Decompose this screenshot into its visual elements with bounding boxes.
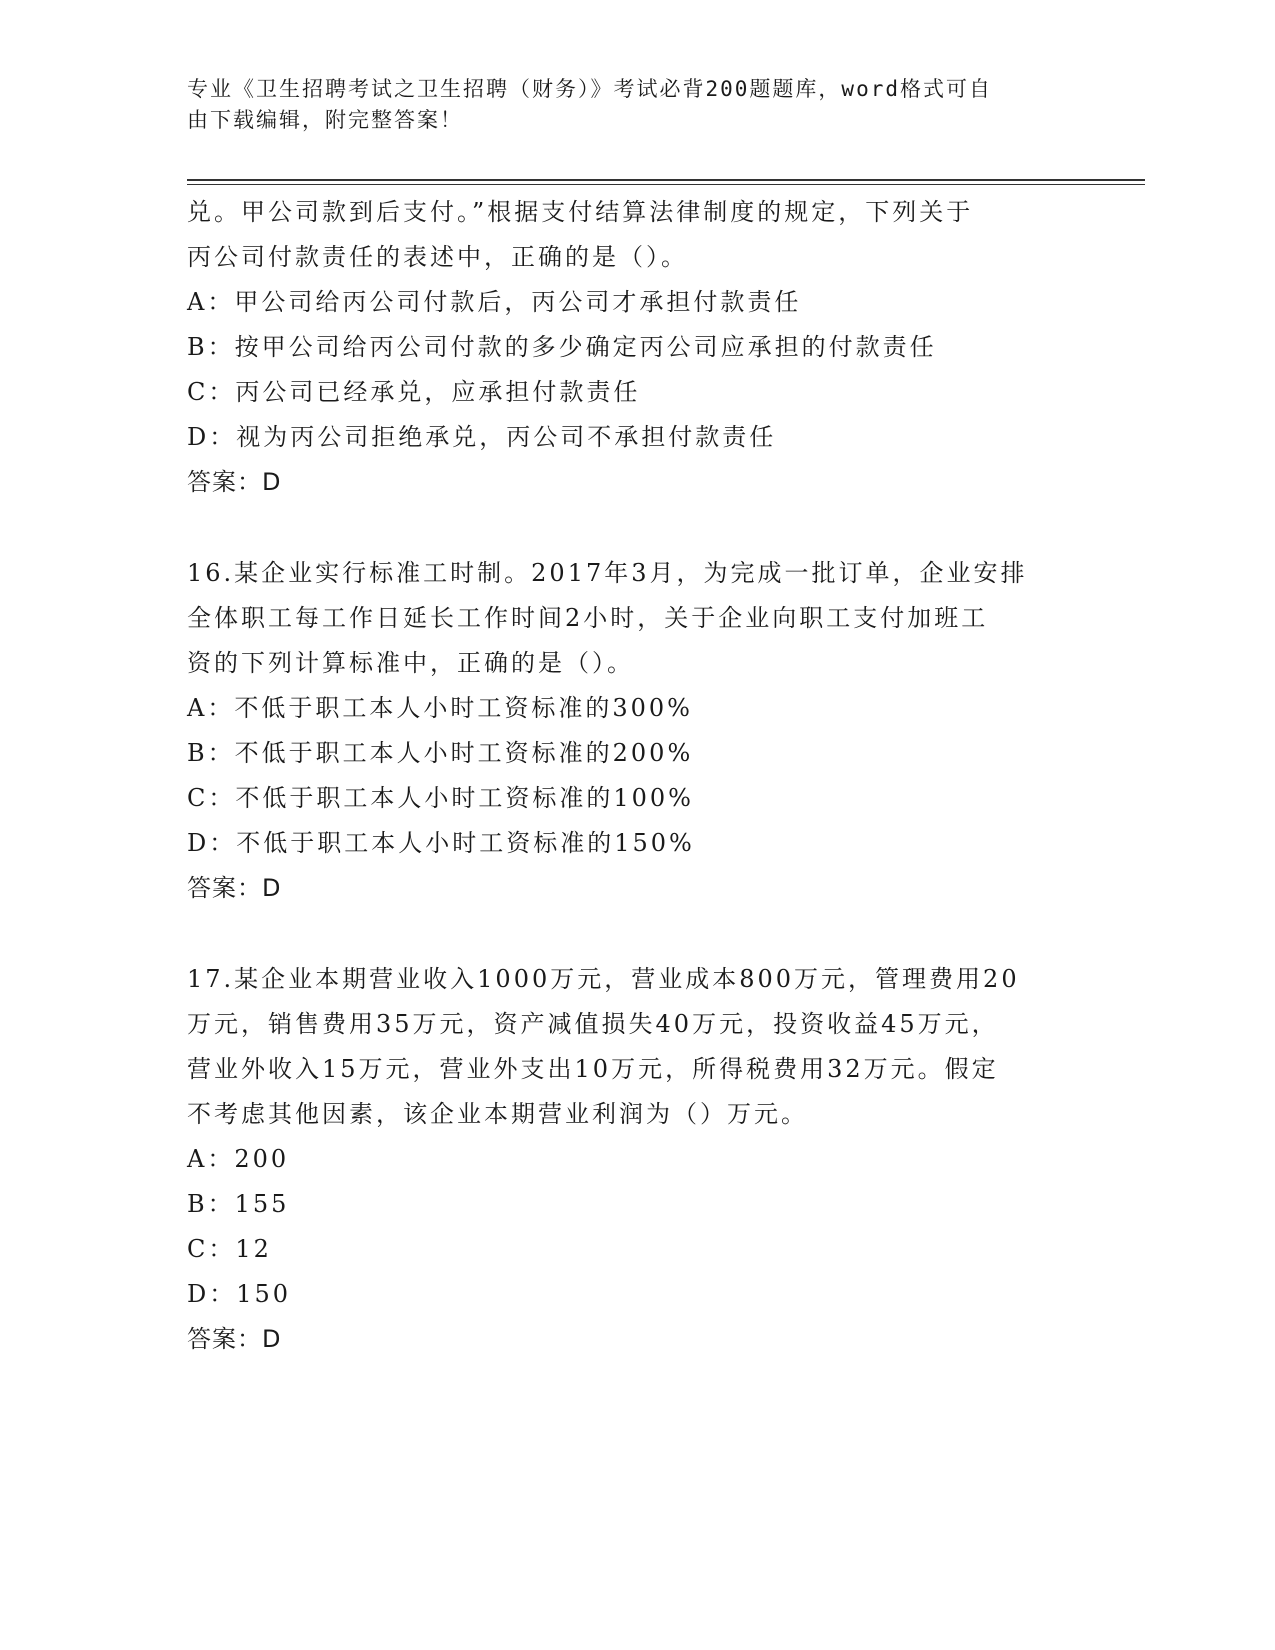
- question-stem-line: 丙公司付款责任的表述中，正确的是（）。: [187, 243, 688, 271]
- question-16: [187, 551, 1087, 911]
- option-a: A：甲公司给丙公司付款后，丙公司才承担付款责任: [187, 288, 802, 316]
- question-stem-line: 全体职工每工作日延长工作时间2小时，关于企业向职工支付加班工: [187, 604, 989, 632]
- option-c: C：丙公司已经承兑，应承担付款责任: [187, 378, 641, 406]
- document-body: [187, 190, 1087, 1362]
- header-line-1: 专业《卫生招聘考试之卫生招聘（财务）》考试必背200题题库，word格式可自: [187, 77, 992, 101]
- option-b: B：155: [187, 1190, 290, 1218]
- question-stem-line: 16.某企业实行标准工时制。2017年3月，为完成一批订单，企业安排: [187, 559, 1028, 587]
- question-stem-line: 资的下列计算标准中，正确的是（）。: [187, 649, 634, 677]
- header-divider-thin: [187, 184, 1145, 185]
- header-line-2: 由下载编辑，附完整答案！: [187, 108, 463, 132]
- document-header: [187, 74, 1067, 136]
- option-c: C：12: [187, 1235, 272, 1263]
- option-c: C：不低于职工本人小时工资标准的100%: [187, 784, 694, 812]
- option-a: A：200: [187, 1145, 290, 1173]
- answer-label: 答案：D: [187, 1325, 282, 1353]
- question-stem-line: 不考虑其他因素，该企业本期营业利润为（）万元。: [187, 1100, 808, 1128]
- question-stem-line: 营业外收入15万元，营业外支出10万元，所得税费用32万元。假定: [187, 1055, 999, 1083]
- answer-label: 答案：D: [187, 468, 282, 496]
- question-stem-line: 兑。甲公司款到后支付。”根据支付结算法律制度的规定，下列关于: [187, 198, 974, 226]
- answer-label: 答案：D: [187, 874, 282, 902]
- question-stem-line: 万元，销售费用35万元，资产减值损失40万元，投资收益45万元，: [187, 1010, 999, 1038]
- question-stem-line: 17.某企业本期营业收入1000万元，营业成本800万元，管理费用20: [187, 965, 1020, 993]
- header-divider-thick: [187, 179, 1145, 181]
- question-17: [187, 957, 1087, 1362]
- option-d: D：150: [187, 1280, 292, 1308]
- question-15-continued: [187, 190, 1087, 505]
- option-d: D：视为丙公司拒绝承兑，丙公司不承担付款责任: [187, 423, 777, 451]
- option-b: B：按甲公司给丙公司付款的多少确定丙公司应承担的付款责任: [187, 333, 937, 361]
- option-b: B：不低于职工本人小时工资标准的200%: [187, 739, 694, 767]
- option-d: D：不低于职工本人小时工资标准的150%: [187, 829, 695, 857]
- option-a: A：不低于职工本人小时工资标准的300%: [187, 694, 693, 722]
